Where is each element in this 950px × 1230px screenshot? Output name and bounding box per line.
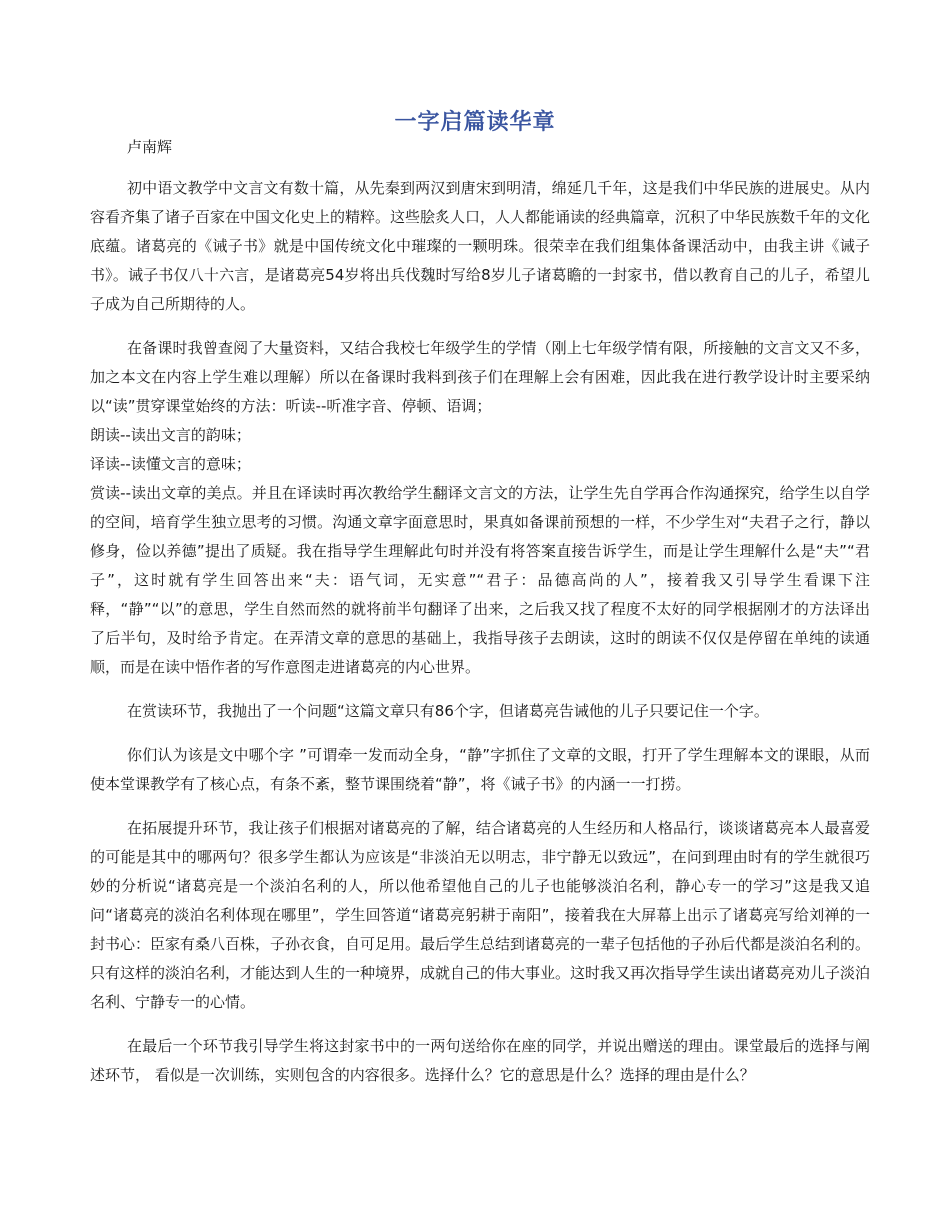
- paragraph-intro: 初中语文教学中文言文有数十篇，从先秦到两汉到唐宋到明清，绵延几千年，这是我们中华民族的进展史。从内容看齐集了诸子百家在中国文化史上的精粹。这些脍炙人口，人人都能诵读的经典篇章，沉积了中华民族数千年的文化底蕴。诸葛亮的《诫子书》就是中国传统文化中璀璨的一颗明珠。很荣幸在我们组集体备课活动中，由我主讲《诫子书》。诫子书仅八十六言，是诸葛亮54岁将出兵伐魏时写给8岁儿子诸葛瞻的一封家书，借以教育自己的儿子，希望儿子成为自己所期待的人。: [90, 179, 871, 313]
- paragraph-reading-method-shang: 赏读--读出文章的美点。并且在译读时再次教给学生翻译文言文的方法，让学生先自学再合作沟通探究，给学生以自学的空间，培育学生独立思考的习惯。沟通文章字面意思时，果真如备课前预想的一样，不少学生对“夫君子之行，静以修身，俭以养德”提出了质疑。我在指导学生理解此句时并没有将答案直接告诉学生，而是让学生理解什么是“夫”“君子”，这时就有学生回答出来“夫：语气词，无实意”“君子：品德高尚的人”，接着我又引导学生看课下注释，“静”“以”的意思，学生自然而然的就将前半句翻译了出来，之后我又找了程度不太好的同学根据刚才的方法译出了后半句，及时给予肯定。在弄清文章的意思的基础上，我指导孩子去朗读，这时的朗读不仅仅是停留在单纯的读通顺，而是在读中悟作者的写作意图走进诸葛亮的内心世界。: [90, 484, 870, 676]
- paragraph-key-word: 你们认为该是文中哪个字 ”可谓牵一发而动全身，“静”字抓住了文章的文眼，打开了学生理解本文的课眼，从而使本堂课教学有了核心点，有条不紊，整节课围绕着“静”，将《诫子书》的内涵一一打捞。: [90, 746, 870, 793]
- paragraph-appreciation: 在赏读环节，我抛出了一个问题“这篇文章只有86个字，但诸葛亮告诫他的儿子只要记住一个字。: [127, 702, 769, 720]
- paragraph-final: 在最后一个环节我引导学生将这封家书中的一两句送给你在座的同学，并说出赠送的理由。课堂最后的选择与阐述环节， 看似是一次训练，实则包含的内容很多。选择什么？它的意思是什么？选择的理由是什么？: [90, 1037, 870, 1084]
- paragraph-extension: 在拓展提升环节，我让孩子们根据对诸葛亮的了解，结合诸葛亮的人生经历和人格品行，谈谈诸葛亮本人最喜爱的可能是其中的哪两句？很多学生都认为应该是“非淡泊无以明志，非宁静无以致远”，在问到理由时有的学生就很巧妙的分析说“诸葛亮是一个淡泊名利的人，所以他希望他自己的儿子也能够淡泊名利，静心专一的学习”这是我又追问“诸葛亮的淡泊名利体现在哪里”，学生回答道“诸葛亮躬耕于南阳”，接着我在大屏幕上出示了诸葛亮写给刘禅的一封书心：臣家有桑八百株，子孙衣食，自可足用。最后学生总结到诸葛亮的一辈子包括他的子孙后代都是淡泊名利的。只有这样的淡泊名利，才能达到人生的一种境界，成就自己的伟大事业。这时我又再次指导学生读出诸葛亮劝儿子淡泊名利、宁静专一的心情。: [90, 819, 871, 1011]
- paragraph-reading-method-yi: 译读--读懂文言的意味；: [90, 455, 251, 473]
- document-title: 一字启篇读华章: [394, 110, 556, 135]
- paragraph-preparation: 在备课时我曾查阅了大量资料，又结合我校七年级学生的学情（刚上七年级学情有限，所接触的文言文又不多，加之本文在内容上学生难以理解）所以在备课时我料到孩子们在理解上会有困难，因此我在进行教学设计时主要采纳以“读”贯穿课堂始终的方法：听读--听准字音、停顿、语调；: [90, 339, 870, 415]
- author-name: 卢南辉: [127, 138, 173, 156]
- paragraph-reading-method-lang: 朗读--读出文言的韵味；: [90, 426, 251, 444]
- document-body: [90, 174, 870, 1105]
